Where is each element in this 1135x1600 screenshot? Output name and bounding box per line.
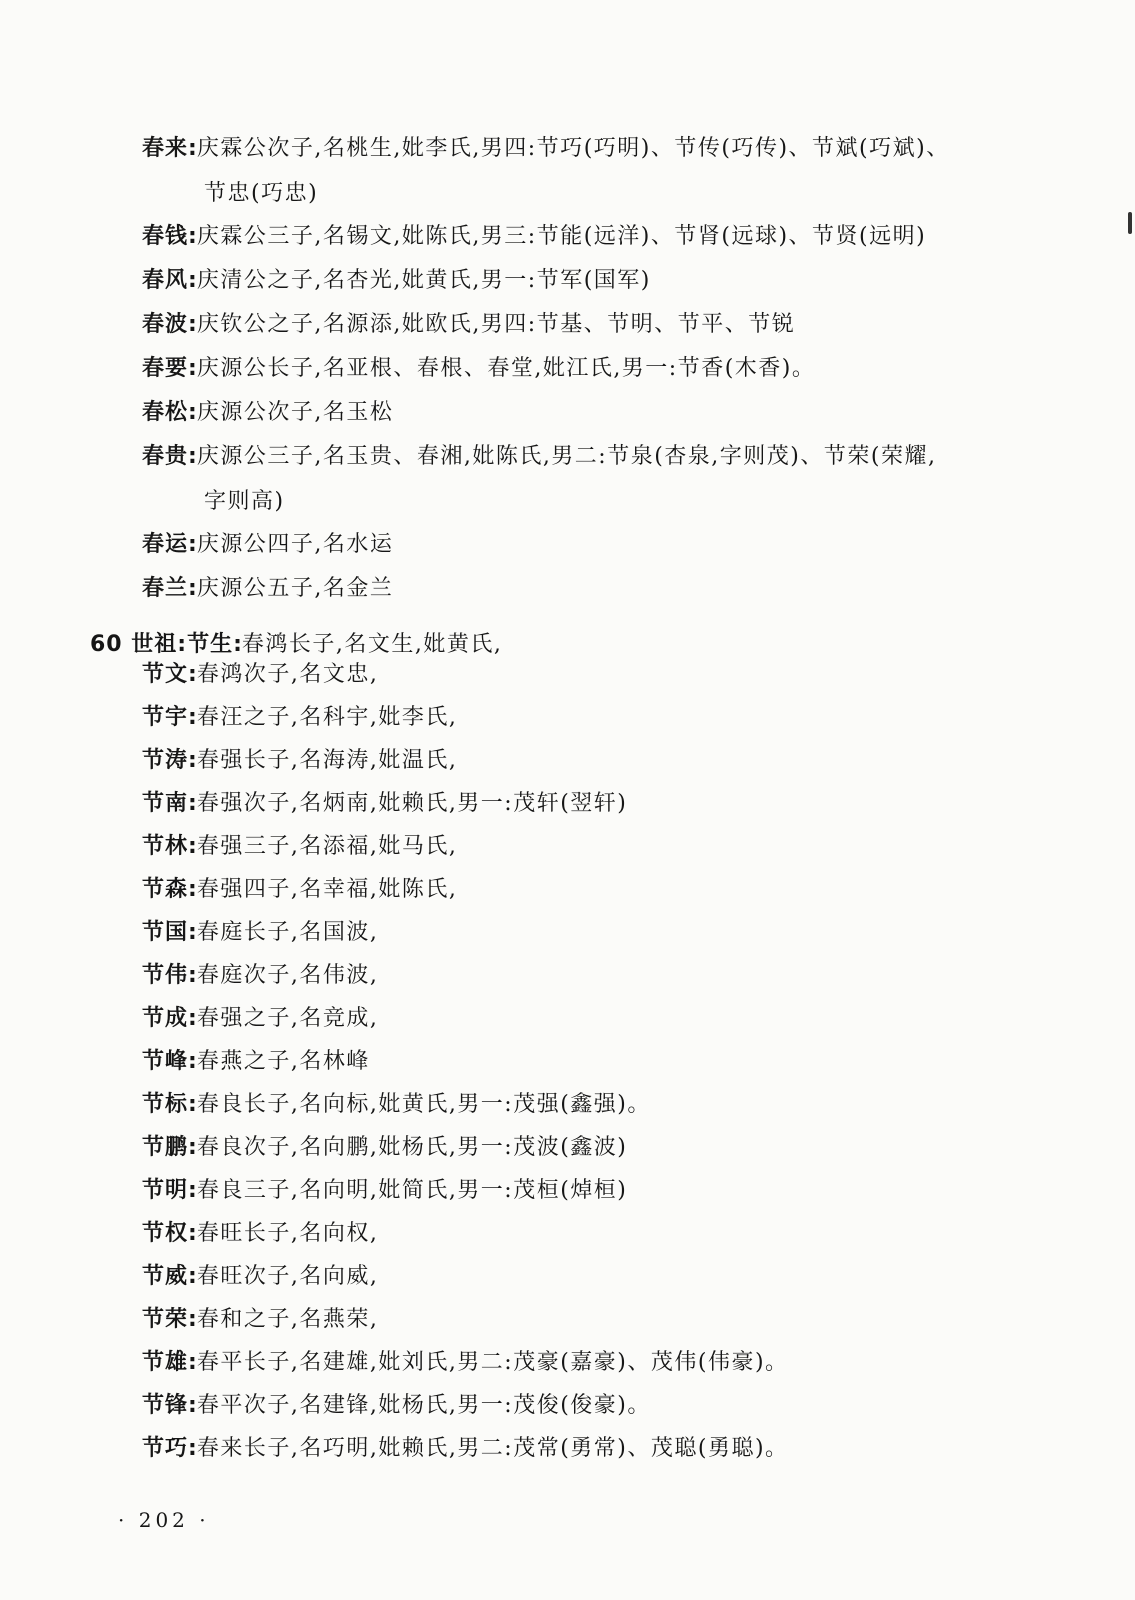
entry-text: 庆霖公次子,名桃生,妣李氏,男四:节巧(巧明)、节传(巧传)、节斌(巧斌)、 [196,136,950,161]
entry-text: 春旺次子,名向威, [196,1264,379,1289]
entry-name: 春波 [142,312,189,337]
genealogy-entry [142,1039,1062,1084]
page-number: · 202 · [118,1508,210,1532]
entry-separator: : [188,1307,197,1332]
entry-text: 春庭长子,名国波, [196,920,379,945]
entry-text: 春汪之子,名科宇,妣李氏, [196,705,458,730]
entry-text: 庆源公三子,名玉贵、春湘,妣陈氏,男二:节泉(杏泉,字则茂)、节荣(荣耀, [196,444,937,469]
entry-text: 庆源公四子,名水运 [196,532,394,557]
entry-name: 节森 [142,877,189,902]
entry-separator: : [188,268,197,293]
entry-separator: : [188,1006,197,1031]
genealogy-entry [142,824,1062,869]
genealogy-entry [142,910,1062,955]
entry-continuation: 字则高) [204,489,285,514]
genealogy-entry [142,214,1062,259]
entry-name: 节国 [142,920,189,945]
entry-separator: : [188,400,197,425]
entry-separator: : [188,1135,197,1160]
entry-text: 庆钦公之子,名源添,妣欧氏,男四:节基、节明、节平、节锐 [196,312,796,337]
entry-name: 春要 [142,356,189,381]
entry-separator: : [188,532,197,557]
genealogy-entry [142,695,1062,740]
entry-name: 节文 [142,662,189,687]
entry-separator: : [188,662,197,687]
entry-text: 春鸿长子,名文生,妣黄氏, [241,632,503,657]
entry-name: 春钱 [142,224,189,249]
entry-separator: : [188,1393,197,1418]
entry-name: 春来 [142,136,189,161]
generation-label: 60 世祖: [90,632,188,657]
entry-text: 庆清公之子,名杏光,妣黄氏,男一:节军(国军) [196,268,651,293]
entry-separator: : [188,791,197,816]
entry-text: 春燕之子,名林峰 [196,1049,370,1074]
entry-name: 节成 [142,1006,189,1031]
entry-text: 春强四子,名幸福,妣陈氏, [196,877,458,902]
genealogy-entry [142,1082,1062,1127]
genealogy-entry [142,390,1062,435]
genealogy-entry [142,996,1062,1041]
entry-name: 节权 [142,1221,189,1246]
entry-name: 春贵 [142,444,189,469]
entry-text: 春鸿次子,名文忠, [196,662,379,687]
entry-name: 节锋 [142,1393,189,1418]
entry-name: 节标 [142,1092,189,1117]
entry-text: 春平长子,名建雄,妣刘氏,男二:茂豪(嘉豪)、茂伟(伟豪)。 [196,1350,789,1375]
scan-edge-mark [1128,212,1132,234]
entry-text: 春庭次子,名伟波, [196,963,379,988]
genealogy-entry [142,652,1062,697]
genealogy-entry [142,126,1062,216]
entry-name: 节宇 [142,705,189,730]
entry-text: 春平次子,名建锋,妣杨氏,男一:茂俊(俊豪)。 [196,1393,651,1418]
entry-separator: : [188,963,197,988]
entry-separator: : [188,834,197,859]
entry-separator: : [188,705,197,730]
entry-text: 春良三子,名向明,妣简氏,男一:茂桓(焯桓) [196,1178,628,1203]
entry-separator: : [188,136,197,161]
entry-text: 春良长子,名向标,妣黄氏,男一:茂强(鑫强)。 [196,1092,651,1117]
entry-text: 春和之子,名燕荣, [196,1307,379,1332]
genealogy-entry [142,1125,1062,1170]
genealogy-entry [142,522,1062,567]
genealogy-entry [142,1168,1062,1213]
entry-separator: : [188,920,197,945]
entry-name: 节巧 [142,1436,189,1461]
entry-name: 春风 [142,268,189,293]
entry-separator: : [188,1049,197,1074]
entry-separator: : [233,632,242,657]
entry-name: 节林 [142,834,189,859]
entry-name: 春运 [142,532,189,557]
entry-name: 节威 [142,1264,189,1289]
entry-name: 节南 [142,791,189,816]
genealogy-entry [142,302,1062,347]
entry-name: 节雄 [142,1350,189,1375]
genealogy-entry [142,1254,1062,1299]
entry-separator: : [188,1178,197,1203]
genealogy-entry [142,1426,1062,1471]
genealogy-entry [142,1297,1062,1342]
entry-text: 春良次子,名向鹏,妣杨氏,男一:茂波(鑫波) [196,1135,628,1160]
entry-text: 春来长子,名巧明,妣赖氏,男二:茂常(勇常)、茂聪(勇聪)。 [196,1436,789,1461]
entry-separator: : [188,1436,197,1461]
entry-name: 节生 [187,632,234,657]
genealogy-entry [142,953,1062,998]
genealogy-entry [142,566,1062,611]
entry-separator: : [188,576,197,601]
entry-continuation: 节忠(巧忠) [204,181,319,206]
entry-separator: : [188,1350,197,1375]
entry-name: 节鹏 [142,1135,189,1160]
entry-name: 节荣 [142,1307,189,1332]
genealogy-entry [142,781,1062,826]
entry-separator: : [188,1092,197,1117]
entry-separator: : [188,444,197,469]
genealogy-entry [142,346,1062,391]
entry-text: 庆霖公三子,名锡文,妣陈氏,男三:节能(远洋)、节肾(远球)、节贤(远明) [196,224,927,249]
entry-text: 春强之子,名竞成, [196,1006,379,1031]
genealogy-entry [142,434,1062,524]
entry-text: 庆源公长子,名亚根、春根、春堂,妣江氏,男一:节香(木香)。 [196,356,816,381]
genealogy-entry [142,1211,1062,1256]
entry-text: 春强次子,名炳南,妣赖氏,男一:茂轩(翌轩) [196,791,628,816]
genealogy-entry [142,867,1062,912]
entry-separator: : [188,312,197,337]
entry-name: 节明 [142,1178,189,1203]
entry-text: 春旺长子,名向权, [196,1221,379,1246]
genealogy-entry [142,1340,1062,1385]
entry-name: 节涛 [142,748,189,773]
genealogy-entry [142,1383,1062,1428]
entry-text: 庆源公五子,名金兰 [196,576,394,601]
genealogy-entry [142,258,1062,303]
entry-separator: : [188,1264,197,1289]
entry-name: 节峰 [142,1049,189,1074]
entry-name: 春兰 [142,576,189,601]
entry-separator: : [188,748,197,773]
entry-separator: : [188,877,197,902]
entry-name: 节伟 [142,963,189,988]
entry-name: 春松 [142,400,189,425]
entry-text: 庆源公次子,名玉松 [196,400,394,425]
entry-separator: : [188,224,197,249]
entry-text: 春强长子,名海涛,妣温氏, [196,748,458,773]
genealogy-entry [142,738,1062,783]
entry-separator: : [188,1221,197,1246]
entry-text: 春强三子,名添福,妣马氏, [196,834,458,859]
entry-separator: : [188,356,197,381]
